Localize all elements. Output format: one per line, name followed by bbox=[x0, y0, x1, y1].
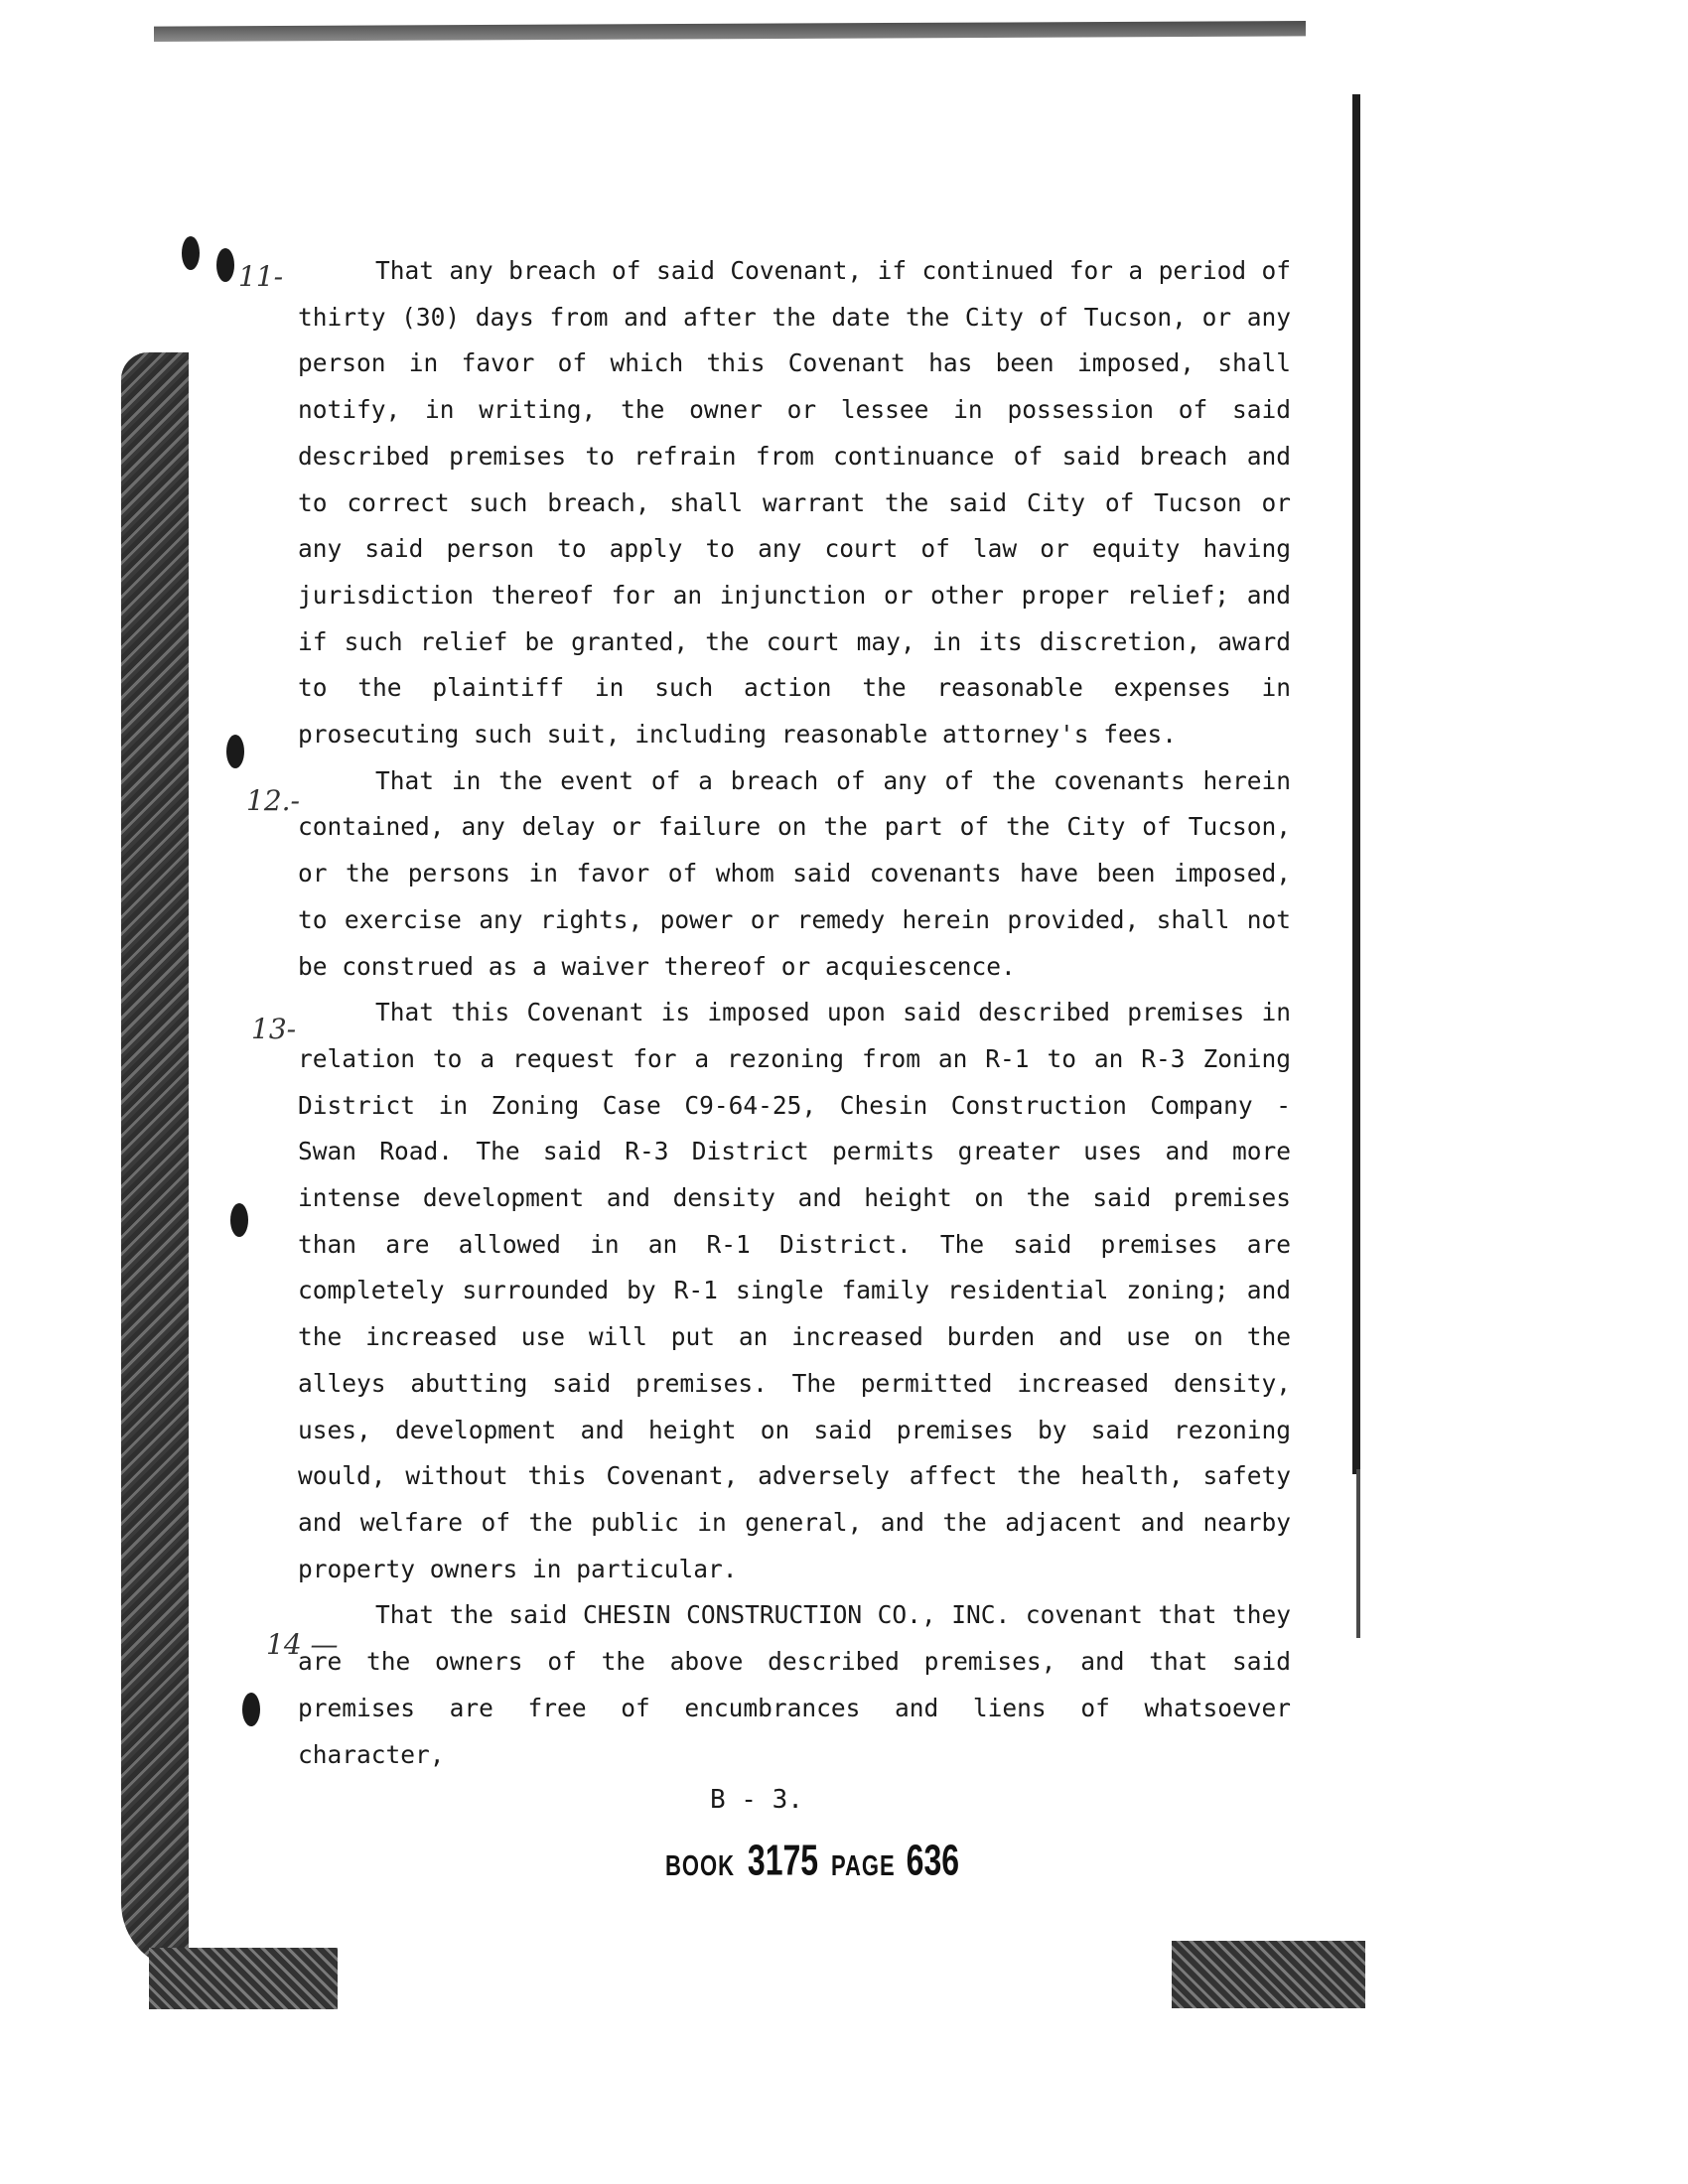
book-label: BOOK bbox=[665, 1849, 735, 1882]
scan-edge-bottom-left bbox=[149, 1948, 338, 2009]
page-label: PAGE bbox=[830, 1849, 896, 1882]
margin-note-11: 11- bbox=[238, 260, 284, 293]
scan-edge-bottom-right bbox=[1172, 1941, 1365, 2008]
margin-note-14: 14 — bbox=[266, 1628, 339, 1661]
paragraph-12: That in the event of a breach of any of the covenants herein contained, any delay or failure on the part of the City of Tucson, or the persons in favor of whom said covenants have been imposed, to exercise any rights, power or remedy herein provided, shall not be construed as a waiver thereof or acquiescence. bbox=[298, 765, 1291, 981]
scan-edge-right-lower bbox=[1356, 1469, 1360, 1638]
punch-hole-3 bbox=[226, 735, 244, 768]
punch-hole-2 bbox=[216, 248, 234, 282]
scan-edge-right bbox=[1352, 94, 1360, 1474]
margin-note-13: 13- bbox=[251, 1013, 297, 1045]
book-page-stamp bbox=[665, 1836, 965, 1885]
punch-hole-5 bbox=[242, 1693, 260, 1726]
page-marker: B - 3. bbox=[710, 1785, 803, 1815]
punch-hole-1 bbox=[182, 236, 200, 270]
margin-note-12: 12.- bbox=[246, 784, 300, 817]
scan-edge-top bbox=[154, 14, 1306, 42]
paragraph-13: That this Covenant is imposed upon said described premises in relation to a request for a rezoning from an R-1 to an R-3 Zoning District in Zoning Case C9-64-25, Chesin Construction Company - Swan Road. The said R-3 District permits greater uses and more intense development and density and height on the said premises than are allowed in an R-1 District. The said premises are completely surrounded by R-1 single family residential zoning; and the increased use will put an increased burden and use on the alleys abutting said premises. The permitted increased density, uses, development and height on said premises by said rezoning would, without this Covenant, adversely affect the health, safety and welfare of the public in general, and the adjacent and nearby property owners in particular. bbox=[298, 998, 1291, 1583]
scan-edge-left bbox=[121, 352, 189, 1971]
paragraph-14: That the said CHESIN CONSTRUCTION CO., INC. covenant that they are the owners of the above described premises, and that said premises are free of encumbrances and liens of whatsoever character, bbox=[298, 1600, 1291, 1769]
paragraph-11: That any breach of said Covenant, if continued for a period of thirty (30) days from and after the date the City of Tucson, or any person in favor of which this Covenant has been imposed, shall notify, in writing, the owner or lessee in possession of said described premises to refrain from continuance of said breach and to correct such breach, shall warrant the said City of Tucson or any said person to apply to any court of law or equity having jurisdiction thereof for an injunction or other proper relief; and if such relief be granted, the court may, in its discretion, award to the plaintiff in such action the reasonable expenses in prosecuting such suit, including reasonable attorney's fees. bbox=[298, 256, 1291, 750]
page-number: 636 bbox=[906, 1836, 959, 1885]
covenant-text bbox=[298, 248, 1291, 1778]
punch-hole-4 bbox=[230, 1203, 248, 1237]
book-number: 3175 bbox=[747, 1836, 819, 1885]
